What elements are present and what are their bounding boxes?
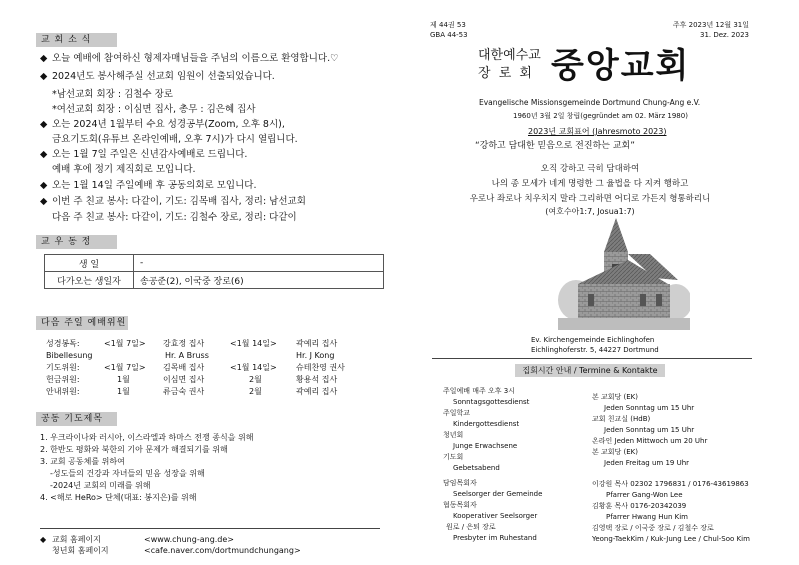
members-heading: 교 우 동 정	[36, 235, 117, 249]
divider	[40, 528, 380, 529]
prayer-item: 2. 한반도 평화와 북한의 기아 문제가 해결되기를 위해	[40, 445, 228, 454]
contact-detail: 이강원 목사 02302 1796831 / 0176-43619863	[592, 480, 749, 488]
address-line: Ev. Kirchengemeinde Eichlinghofen	[531, 336, 655, 344]
founding-date: 1960년 3월 2일 창립(gegründet am 02. März 1980)	[513, 112, 688, 120]
upcoming-birthday-value: 송공준(2), 이국중 장로(6)	[134, 272, 384, 289]
worship-cell: 1월	[117, 375, 130, 384]
church-name: 중앙교회	[551, 46, 691, 86]
worship-cell: Hr. J Kong	[296, 351, 335, 360]
youth-homepage-row	[52, 545, 301, 557]
prayer-item: 1. 우크라이나와 러시아, 이스라엘과 하마스 전쟁 종식을 위해	[40, 433, 254, 442]
worship-cell: <1월 14일>	[230, 339, 277, 348]
worship-cell: <1월 7일>	[104, 363, 146, 372]
worship-cell: 2월	[249, 387, 262, 396]
worship-cell: 기도위원:	[46, 363, 80, 372]
schedule-detail: 교회 친교실 (HdB)	[592, 415, 651, 423]
news-item: *남선교회 회장 : 김철수 장로	[52, 89, 173, 100]
bible-reference: (여호수아1:7, Josua1:7)	[545, 207, 635, 216]
worship-cell: 김목배 집사	[163, 363, 205, 372]
worship-cell: 곽예리 집사	[296, 339, 338, 348]
schedule-label: 청년회	[443, 431, 464, 439]
worship-cell: <1월 7일>	[104, 339, 146, 348]
worship-heading: 다음 주일 예배위원	[36, 316, 128, 330]
news-item: 다음 주 친교 봉사: 다같이, 기도: 김철수 장로, 정리: 다같이	[52, 212, 297, 223]
birthday-value: -	[134, 255, 384, 272]
worship-cell: 류금숙 권사	[163, 387, 205, 396]
motto-heading: 2023년 교회표어 (Jahresmoto 2023)	[528, 127, 667, 136]
gba-number: GBA 44-53	[430, 31, 468, 39]
worship-cell: 헌금위원:	[46, 375, 80, 384]
contact-label: 협동목회자	[443, 501, 477, 509]
youth-homepage-link[interactable]: <cafe.naver.com/dortmundchungang>	[144, 546, 301, 555]
members-table	[44, 254, 384, 289]
contact-label: Kooperativer Seelsorger	[453, 512, 538, 520]
schedule-detail: Jeden Sonntag um 15 Uhr	[604, 426, 695, 434]
news-item: ◆ 오늘 예배에 참여하신 형제자매님들을 주님의 이름으로 환영합니다.♡	[40, 53, 339, 64]
schedule-label: Junge Erwachsene	[453, 442, 518, 450]
youth-homepage-label: 청년회 홈페이지	[52, 546, 109, 555]
contact-label: Seelsorger der Gemeinde	[453, 490, 543, 498]
issue-date-german: 31. Dez. 2023	[700, 31, 749, 39]
worship-cell: 1월	[117, 387, 130, 396]
contact-label: 담임목회자	[443, 479, 477, 487]
schedule-detail: 온라인 Jeden Mittwoch um 20 Uhr	[592, 437, 708, 445]
schedule-label: Gebetsabend	[453, 464, 500, 472]
address-line: Eichlinghoferstr. 5, 44227 Dortmund	[531, 346, 659, 354]
news-heading: 교 회 소 식	[36, 33, 117, 47]
news-item: 금요기도회(유튜브 온라인예배, 오후 7시)가 다시 열립니다.	[52, 134, 298, 145]
bible-verse: 오직 강하고 극히 담대하여	[540, 164, 640, 174]
contact-label: Presbyter im Ruhestand	[453, 534, 537, 542]
homepage-link[interactable]: <www.chung-ang.de>	[144, 535, 235, 544]
prayer-heading: 공동 기도제목	[36, 412, 117, 426]
worship-cell: 2월	[249, 375, 262, 384]
schedule-label: 주일예배 매주 오후 3시	[443, 387, 515, 395]
schedule-detail: Jeden Sonntag um 15 Uhr	[604, 404, 695, 412]
worship-cell: 안내위원:	[46, 387, 80, 396]
worship-cell: 황용석 집사	[296, 375, 338, 384]
worship-cell: Bibellesung	[46, 351, 93, 360]
worship-cell: Hr. A Bruss	[165, 351, 209, 360]
news-item: ◆ 2024년도 봉사해주실 선교회 임원이 선출되었습니다.	[40, 71, 275, 82]
schedule-label: Kindergottesdienst	[453, 420, 520, 428]
denomination-bottom: 장 로 회	[478, 66, 534, 81]
bible-verse: 우로나 좌로나 치우치지 말라 그리하면 어디로 가든지 형통하리니	[469, 194, 711, 204]
news-item: 예배 후에 정기 제직회로 모입니다.	[52, 164, 196, 175]
denomination-top: 대한예수교	[478, 48, 541, 63]
birthday-label: 생 일	[45, 255, 134, 272]
worship-cell: 슈테찬영 권사	[296, 363, 345, 372]
german-church-name: Evangelische Missionsgemeinde Dortmund Chung-Ang e.V.	[479, 98, 701, 107]
volume-number: 제 44권 53	[430, 21, 466, 29]
contact-detail: Yeong-TaekKim / Kuk-Jung Lee / Chul-Soo Kim	[592, 535, 750, 543]
worship-cell: <1월 14일>	[230, 363, 277, 372]
news-item: *여선교회 회장 : 이심면 집사, 총무 : 김은혜 집사	[52, 104, 256, 115]
schedule-heading: 집회시간 안내 / Termine & Kontakte	[515, 364, 665, 377]
contact-label: 원로 / 은퇴 장로	[446, 523, 496, 531]
schedule-detail: 본 교회당 (EK)	[592, 393, 638, 401]
contact-detail: 김황훈 목사 0176-20342039	[592, 502, 687, 510]
upcoming-birthday-label: 다가오는 생일자	[45, 272, 134, 289]
contact-detail: Pfarrer Hwang Hun Kim	[606, 513, 688, 521]
news-item: ◆ 오는 1월 7일 주일은 신년감사예배로 드립니다.	[40, 149, 248, 160]
worship-cell: 이심면 집사	[163, 375, 205, 384]
contact-detail: Pfarrer Gang-Won Lee	[606, 491, 683, 499]
worship-cell: 성경봉독:	[46, 339, 80, 348]
motto-text: “강하고 담대한 믿음으로 전진하는 교회”	[475, 141, 635, 151]
worship-cell: 강효정 집사	[163, 339, 205, 348]
schedule-label: 주일학교	[443, 409, 471, 417]
news-item: ◆ 이번 주 친교 봉사: 다같이, 기도: 김목배 집사, 정리: 남선교회	[40, 196, 306, 207]
news-item: ◆ 오는 1월 14일 주일예배 후 공동의회로 모입니다.	[40, 180, 257, 191]
prayer-item: -성도들의 건강과 자녀들의 믿음 성장을 위해	[50, 469, 205, 478]
prayer-item: -2024년 교회의 미래를 위해	[50, 481, 151, 490]
issue-date-korean: 주후 2023년 12월 31일	[672, 21, 749, 29]
homepage-row: ◆ 교회 홈페이지 <www.chung-ang.de>	[40, 535, 235, 544]
bible-verse: 나의 종 모세가 네게 명령한 그 율법을 다 지켜 행하고	[491, 179, 689, 189]
news-item: ◆ 오는 2024년 1월부터 수요 성경공부(Zoom, 오후 8시),	[40, 119, 285, 130]
contact-detail: 김영택 장로 / 이국중 장로 / 김철수 장로	[592, 524, 714, 532]
schedule-detail: 본 교회당 (EK)	[592, 448, 638, 456]
prayer-item: 4. <해로 HeRo> 단체(대표: 봉지은)를 위해	[40, 493, 197, 502]
schedule-detail: Jeden Freitag um 19 Uhr	[604, 459, 690, 467]
prayer-item: 3. 교회 공동체를 위하여	[40, 457, 125, 466]
schedule-label: Sonntagsgottesdienst	[453, 398, 530, 406]
homepage-label: 교회 홈페이지	[52, 535, 101, 544]
schedule-label: 기도회	[443, 453, 464, 461]
worship-cell: 곽예리 집사	[296, 387, 338, 396]
church-illustration	[558, 214, 690, 330]
divider	[432, 358, 752, 359]
